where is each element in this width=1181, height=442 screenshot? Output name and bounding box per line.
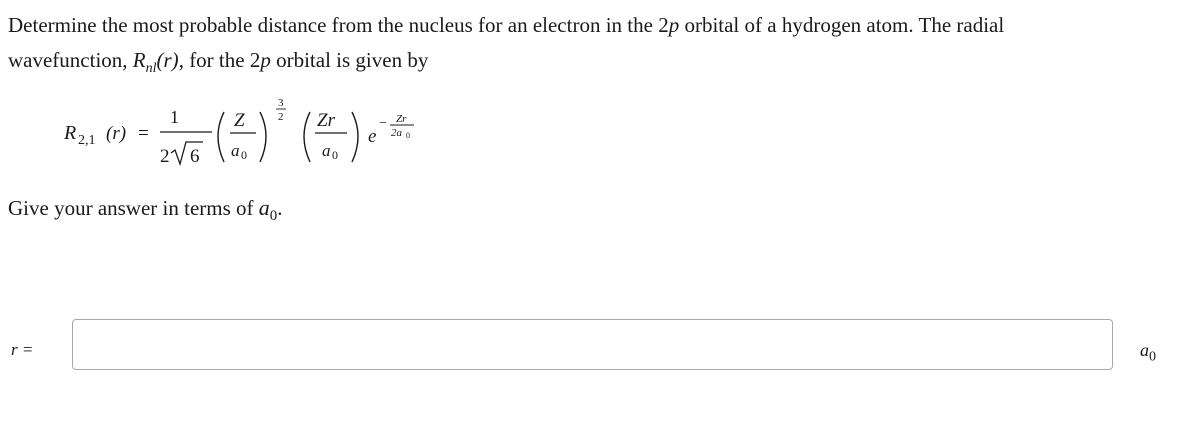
lhs-arg: (r): [106, 123, 127, 144]
question-text: [8, 8, 1168, 86]
instruction-text: [8, 193, 283, 231]
frac2-denominator-subscript: 0: [332, 148, 338, 162]
answer-unit: [1140, 340, 1156, 368]
answer-unit-symbol: a: [1140, 340, 1149, 360]
coef-denominator-2: 2: [160, 146, 170, 167]
power-numerator: 3: [278, 97, 284, 109]
radial-function-subscript: nl: [145, 61, 157, 77]
frac1-denominator-subscript: 0: [241, 148, 247, 162]
exp-base: e: [368, 126, 377, 147]
equals-sign: =: [138, 123, 149, 144]
frac1-denominator: a: [231, 141, 240, 160]
coef-denominator-root: 6: [190, 146, 200, 167]
exp-denominator-subscript: 0: [406, 131, 410, 140]
instruction-unit-symbol: a: [258, 195, 270, 220]
exp-denominator: 2a: [391, 127, 402, 139]
frac2-denominator: a: [322, 141, 331, 160]
coef-numerator: 1: [170, 107, 179, 127]
question-line1-end: orbital of a hydrogen atom. The radial: [679, 13, 1005, 37]
left-paren-1: [218, 112, 224, 162]
frac1-numerator: Z: [234, 110, 245, 131]
radial-wavefunction-equation: [60, 94, 490, 178]
orbital-letter-2: p: [260, 48, 271, 72]
orbital-letter: p: [668, 13, 680, 37]
lhs-symbol: R: [64, 122, 77, 144]
answer-row: [0, 318, 1181, 374]
answer-unit-subscript: 0: [1149, 349, 1156, 365]
question-line2-start: wavefunction,: [8, 48, 133, 72]
question-line2-end: orbital is given by: [270, 48, 429, 72]
right-paren-2: [352, 112, 358, 162]
instruction-label: Give your answer in terms of: [8, 196, 259, 220]
frac2-numerator: Zr: [317, 110, 335, 131]
exp-numerator: Zr: [396, 113, 407, 125]
exp-sign: −: [379, 116, 387, 131]
question-line1-start: Determine the most probable distance from the nucleus for an electron in the 2: [8, 13, 669, 37]
radial-function-symbol: R: [132, 48, 146, 72]
left-paren-2: [304, 112, 310, 162]
power-denominator: 2: [278, 111, 284, 123]
answer-input[interactable]: [72, 319, 1113, 370]
answer-label: r =: [11, 340, 34, 359]
radial-function-arg: (r): [156, 48, 179, 72]
question-line2-mid: , for the 2: [178, 48, 261, 72]
lhs-subscript: 2,1: [78, 133, 96, 148]
instruction-end: .: [277, 196, 283, 220]
right-paren-1: [260, 112, 266, 162]
instruction-unit-subscript: 0: [269, 208, 278, 225]
